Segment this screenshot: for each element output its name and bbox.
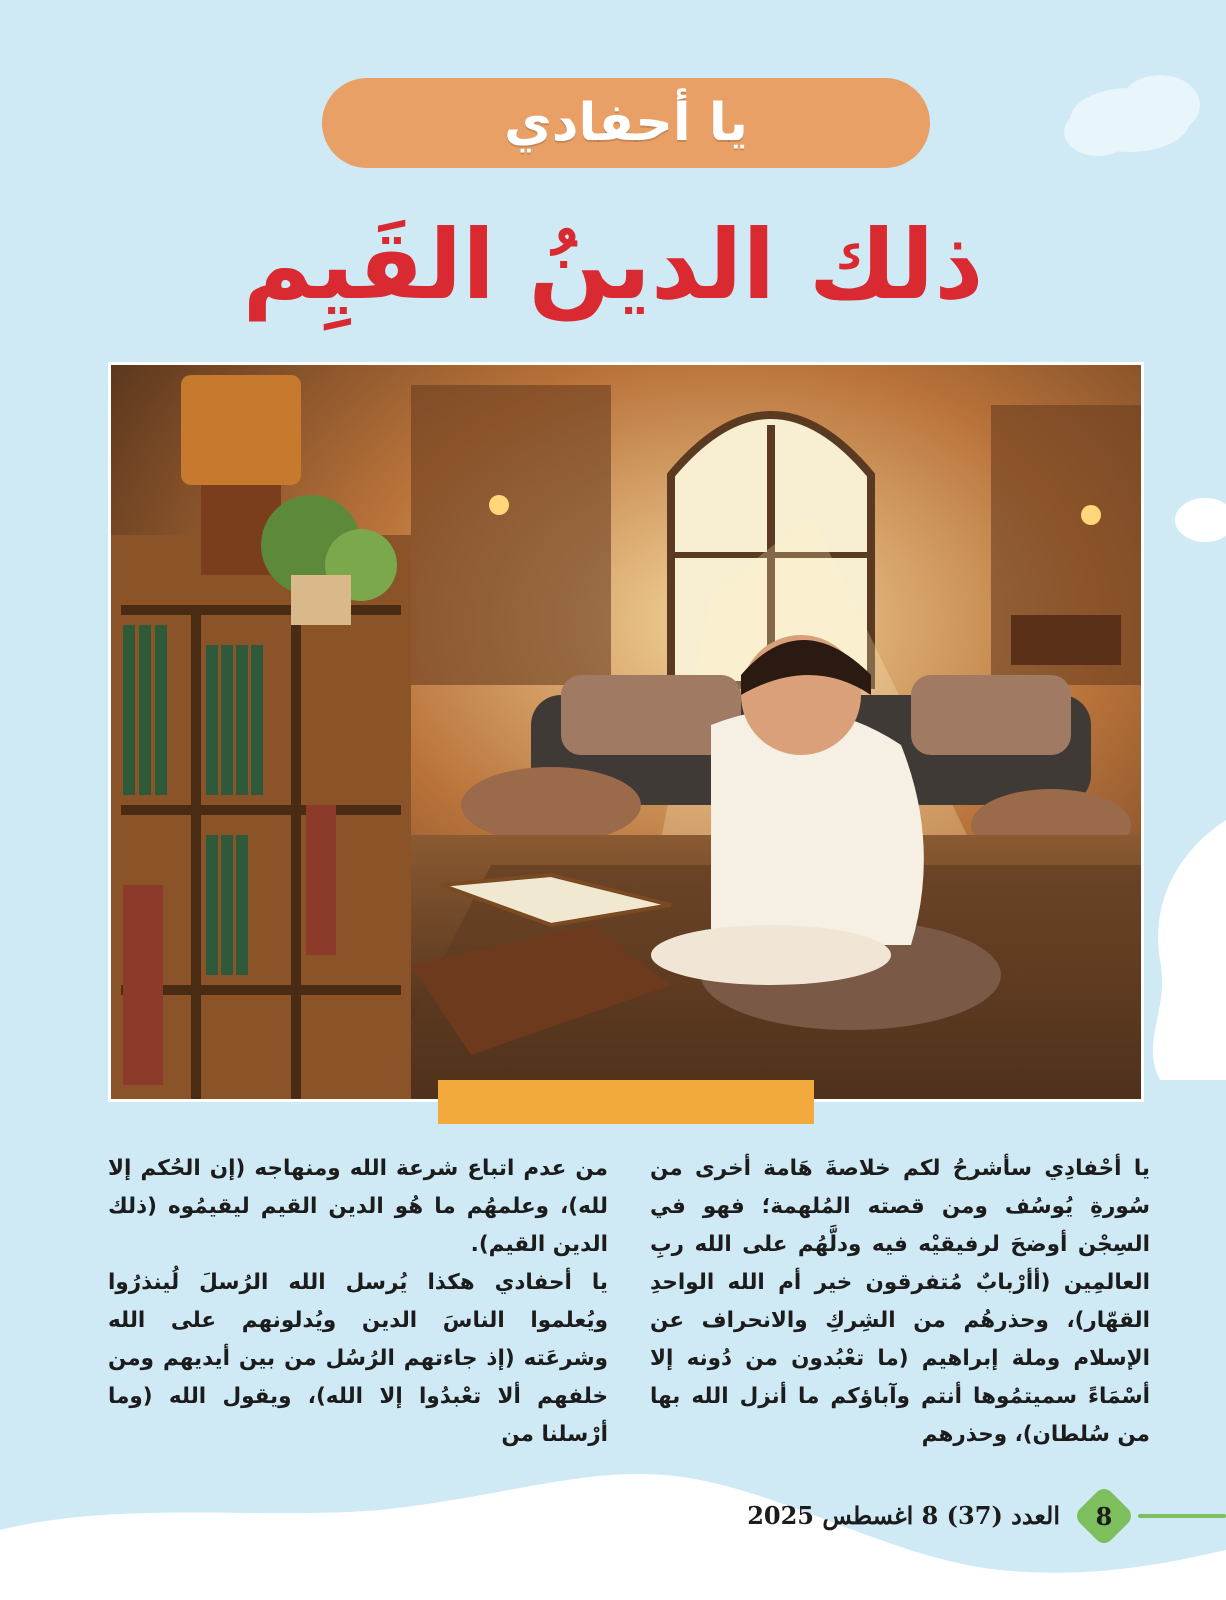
- page-number: 8: [1095, 1501, 1113, 1531]
- issue-info: العدد (37) 8 اغسطس 2025: [747, 1501, 1060, 1530]
- section-label-pill: [322, 78, 930, 168]
- paragraph: من عدم اتباع شرعة الله ومنهاجه (إن الحُكم إلا لله)، وعلمهُم ما هُو الدين القيم ليقيمُوه (ذلك الدين القيم).: [108, 1156, 608, 1257]
- article-column-right: [650, 1150, 1150, 1454]
- article-column-left: [108, 1150, 608, 1454]
- footer-line: [1138, 1514, 1226, 1518]
- accent-bar: [438, 1080, 814, 1124]
- paragraph: يا أحْفادِي سأشرحُ لكم خلاصةَ هَامة أخرى من سُورةِ يُوسُف ومن قصته المُلهمة؛ فهو في السِجْن أوضحَ لرفيقيْه فيه ودلَّهُم على الله ربِ العالمِين (أأرْبابٌ مُتفرقون خير أم الله الواحدِ القهّار)، وحذرهُم من الشِركِ والانحراف عن الإسلام وملة إبراهيم (ما تعْبُدون من دُونه إلا أسْمَاءً سميتمُوها أنتم وآباؤكم ما أنزل الله بها من سُلطان)، وحذرهم: [650, 1156, 1150, 1447]
- article-title: ذلك الدينُ القَيِم: [242, 209, 984, 321]
- paragraph: يا أحفادي هكذا يُرسل الله الرُسلَ لُينذرُوا ويُعلموا الناسَ الدين ويُدلونهم على الله وشرعَته (إذ جاءتهم الرُسُل من بين أيديهم ومن خلفهم ألا تعْبدُوا إلا الله)، ويقول الله (وما أرْسلنا من: [108, 1270, 608, 1447]
- section-label: يا أحفادي: [504, 93, 748, 153]
- article-photo: [108, 362, 1144, 1102]
